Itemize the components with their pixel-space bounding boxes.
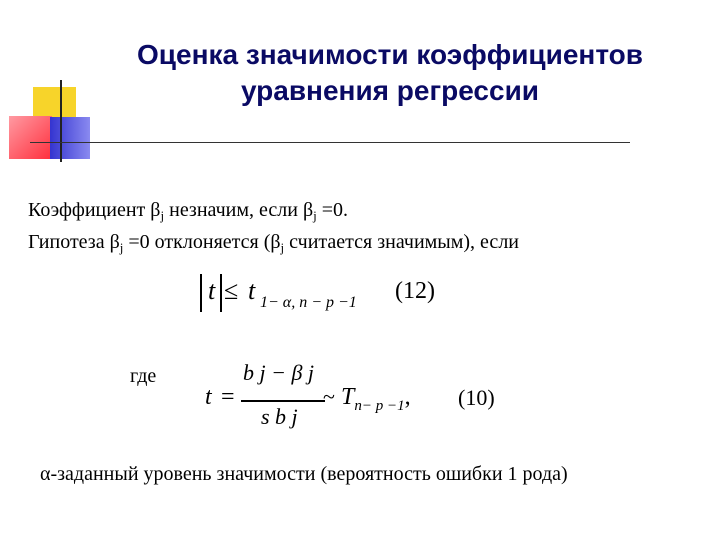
subscript-j: j bbox=[280, 240, 285, 255]
formula-t-critical: t bbox=[248, 276, 256, 305]
text-fragment: Коэффициент bbox=[28, 199, 151, 221]
formula-T-distribution bbox=[341, 384, 411, 415]
formula-t: t bbox=[208, 276, 216, 305]
formula-T-subscript: n− p −1 bbox=[354, 398, 405, 414]
formula-comma: , bbox=[404, 384, 411, 410]
red-square-decoration bbox=[9, 116, 52, 159]
formula-subscript: 1− α, n − p −1 bbox=[260, 294, 357, 311]
text-line-coefficient bbox=[28, 198, 348, 228]
blue-square-decoration bbox=[50, 117, 90, 159]
where-label: где bbox=[130, 365, 157, 387]
text-fragment: незначим, если bbox=[164, 199, 303, 221]
equals-symbol: = bbox=[221, 384, 235, 410]
abs-bar-left bbox=[200, 274, 202, 312]
fraction-bar bbox=[241, 400, 325, 402]
horizontal-divider bbox=[30, 142, 630, 143]
text-line-hypothesis bbox=[28, 230, 519, 260]
tilde-symbol: ~ bbox=[323, 384, 335, 409]
beta-symbol: β bbox=[109, 231, 120, 253]
slide-title-line1: Оценка значимости коэффициентов bbox=[137, 39, 643, 70]
beta-symbol: β bbox=[270, 231, 281, 253]
fraction-denominator: s b j bbox=[261, 404, 298, 429]
text-fragment: -заданный уровень значимости (вероятность ошибки 1 рода) bbox=[50, 463, 568, 485]
formula-t: t bbox=[205, 384, 212, 410]
slide-title-line2: уравнения регрессии bbox=[240, 75, 540, 106]
alpha-symbol: α bbox=[40, 463, 51, 485]
leq-symbol: ≤ bbox=[224, 276, 239, 305]
text-fragment: =0. bbox=[316, 199, 349, 221]
abs-bar-right bbox=[220, 274, 222, 312]
text-fragment: Гипотеза bbox=[28, 231, 110, 253]
formula-T: T bbox=[341, 384, 355, 410]
formula-10 bbox=[205, 360, 435, 440]
subscript-j: j bbox=[119, 240, 124, 255]
beta-symbol: β bbox=[302, 199, 314, 221]
text-fragment: считается значимым), если bbox=[284, 231, 519, 253]
equation-number-12: (12) bbox=[395, 278, 435, 304]
subscript-j: j bbox=[313, 208, 317, 223]
beta-symbol: β bbox=[150, 199, 161, 221]
subscript-j: j bbox=[160, 208, 165, 223]
equation-number-10: (10) bbox=[458, 385, 495, 410]
fraction-numerator: b j − β j bbox=[243, 360, 315, 385]
text-line-alpha bbox=[40, 462, 568, 486]
text-fragment: =0 отклоняется ( bbox=[123, 231, 271, 253]
